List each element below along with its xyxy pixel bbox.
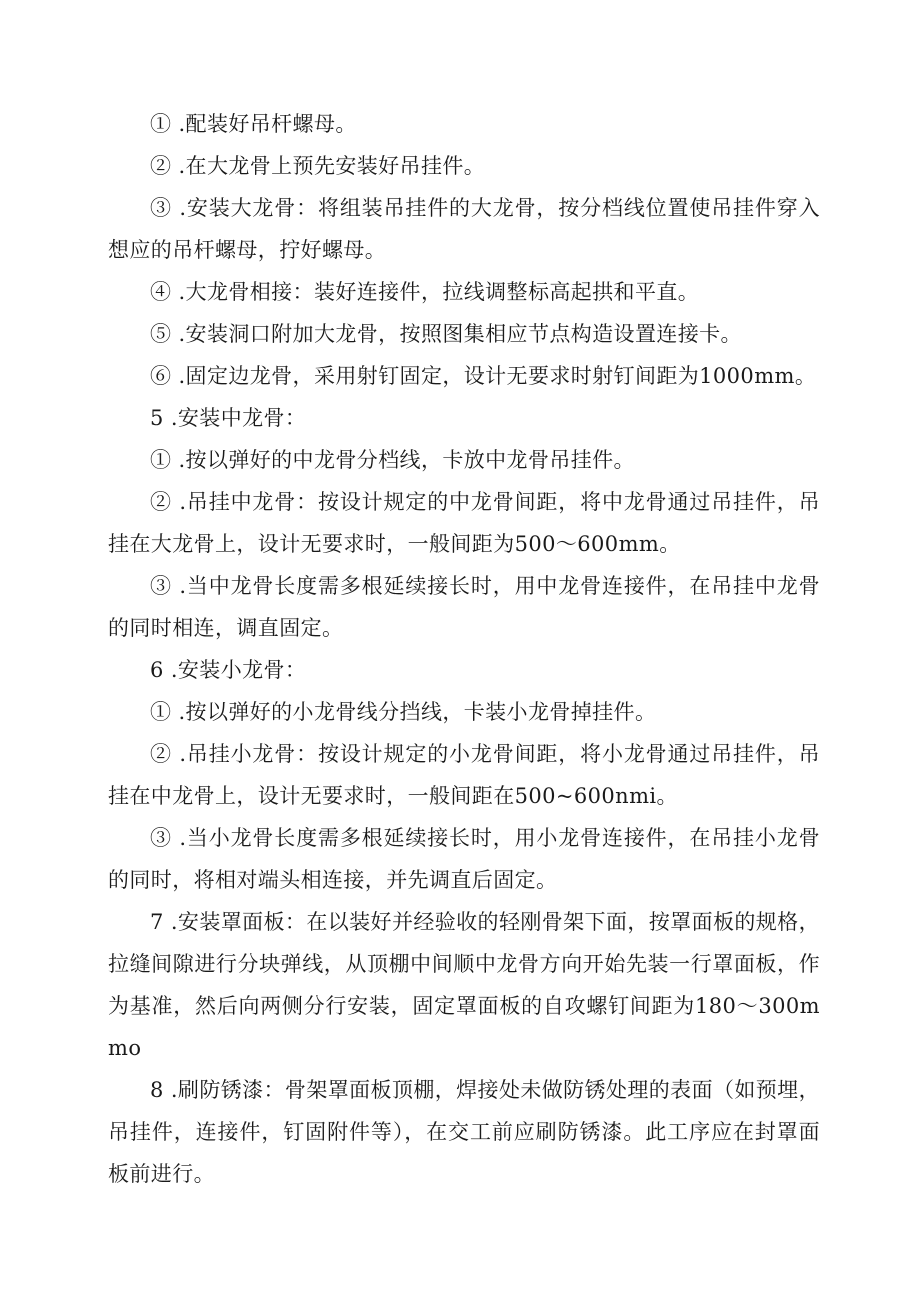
paragraph: ② .吊挂中龙骨：按设计规定的中龙骨间距，将中龙骨通过吊挂件，吊挂在大龙骨上，设计无要求时，一般间距为500～600mm。 (108, 490, 820, 556)
paragraph: ⑥ .固定边龙骨，采用射钉固定，设计无要求时射钉间距为1000mm。 (150, 364, 817, 388)
paragraph: ① .按以弹好的小龙骨线分挡线，卡装小龙骨掉挂件。 (150, 700, 657, 724)
paragraph: ④ .大龙骨相接：装好连接件，拉线调整标高起拱和平直。 (150, 280, 700, 304)
paragraph: ⑤ .安装洞口附加大龙骨，按照图集相应节点构造设置连接卡。 (150, 322, 742, 346)
section-heading: 5 .安装中龙骨： (150, 406, 307, 430)
paragraph: ③ .当中龙骨长度需多根延续接长时，用中龙骨连接件，在吊挂中龙骨的同时相连，调直固定。 (108, 574, 820, 640)
paragraph: ② .吊挂小龙骨：按设计规定的小龙骨间距，将小龙骨通过吊挂件，吊挂在中龙骨上，设计无要求时，一般间距在500~600nmi。 (108, 742, 820, 808)
paragraph: 7 .安装罩面板：在以装好并经验收的轻刚骨架下面，按罩面板的规格，拉缝间隙进行分块弹线，从顶棚中间顺中龙骨方向开始先装一行罩面板，作为基准，然后向两侧分行安装，固定罩面板的自攻螺钉间距为180～300mmo (108, 910, 820, 1060)
paragraph: ③ .当小龙骨长度需多根延续接长时，用小龙骨连接件，在吊挂小龙骨的同时，将相对端头相连接，并先调直后固定。 (108, 826, 820, 892)
paragraph: ① .配装好吊杆螺母。 (150, 112, 357, 136)
paragraph: 8 .刷防锈漆：骨架罩面板顶棚，焊接处未做防锈处理的表面（如预埋，吊挂件，连接件，钉固附件等），在交工前应刷防锈漆。此工序应在封罩面板前进行。 (108, 1078, 820, 1186)
section-heading: 6 .安装小龙骨： (150, 658, 307, 682)
paragraph: ① .按以弹好的中龙骨分档线，卡放中龙骨吊挂件。 (150, 448, 635, 472)
paragraph: ② .在大龙骨上预先安装好吊挂件。 (150, 154, 486, 178)
paragraph: ③ .安装大龙骨：将组装吊挂件的大龙骨，按分档线位置使吊挂件穿入想应的吊杆螺母，拧好螺母。 (108, 196, 820, 262)
